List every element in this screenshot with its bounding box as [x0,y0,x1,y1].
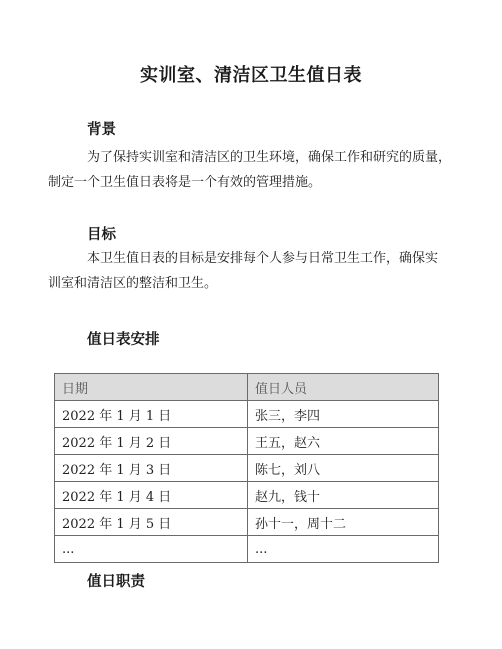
staff-cell: 陈七，刘八 [248,455,439,482]
table-row [55,455,439,482]
table-row [55,401,439,428]
section-paragraph-goal [48,246,438,296]
page-title: 实训室、清洁区卫生值日表 [140,65,362,86]
paragraph-line: 制定一个卫生值日表将是一个有效的管理措施。 [48,175,322,190]
table-row [55,482,439,509]
date-cell: ... [55,536,248,563]
table-row [55,509,439,536]
date-cell: 2022 年 1 月 5 日 [55,509,248,536]
section-heading-goal: 目标 [87,227,116,243]
staff-cell: 张三，李四 [248,401,439,428]
section-heading-background: 背景 [87,122,116,138]
staff-cell: ... [248,536,439,563]
date-cell: 2022 年 1 月 2 日 [55,428,248,455]
section-paragraph-background [48,145,451,195]
paragraph-line: 训室和清洁区的整洁和卫生。 [48,276,218,291]
table-header-row [55,374,439,401]
column-header-date: 日期 [55,374,248,401]
date-cell: 2022 年 1 月 4 日 [55,482,248,509]
staff-cell: 王五，赵六 [248,428,439,455]
column-header-staff: 值日人员 [248,374,439,401]
duty-schedule-table [54,373,439,563]
table-row [55,428,439,455]
staff-cell: 赵九，钱十 [248,482,439,509]
date-cell: 2022 年 1 月 3 日 [55,455,248,482]
paragraph-line: 为了保持实训室和清洁区的卫生环境，确保工作和研究的质量， [87,150,452,165]
section-heading-duties: 值日职责 [87,574,145,590]
table-row [55,536,439,563]
date-cell: 2022 年 1 月 1 日 [55,401,248,428]
staff-cell: 孙十一，周十二 [248,509,439,536]
section-heading-schedule: 值日表安排 [87,332,160,348]
paragraph-line: 本卫生值日表的目标是安排每个人参与日常卫生工作，确保实 [87,251,439,266]
